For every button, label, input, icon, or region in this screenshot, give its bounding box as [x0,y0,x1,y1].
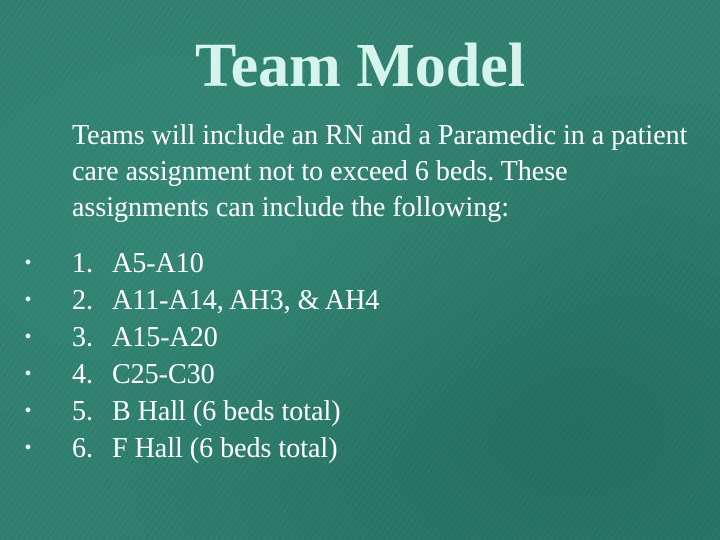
item-number: 6. [72,433,93,464]
item-text: B Hall (6 beds total) [112,396,341,427]
bullet-icon: • [24,363,32,385]
item-number: 5. [72,396,93,427]
bullet-icon: • [24,326,32,348]
bullet-icon: • [24,289,32,311]
item-text: A15-A20 [112,322,218,353]
bullet-icon: • [24,400,32,422]
item-text: C25-C30 [112,359,215,390]
list-item [18,430,698,467]
item-number: 1. [72,248,93,279]
slide-title: Team Model [194,32,526,100]
item-number: 3. [72,322,93,353]
assignment-list [18,245,698,467]
list-item [18,393,698,430]
list-item [18,319,698,356]
item-text: F Hall (6 beds total) [112,433,338,464]
list-item [18,356,698,393]
intro-paragraph: Teams will include an RN and a Paramedic in a patient care assignment not to exceed 6 beds. These assignments can include the following: [72,120,688,223]
item-text: A11-A14, AH3, & AH4 [112,285,380,316]
list-item [18,282,698,319]
bullet-icon: • [24,252,32,274]
list-item [18,245,698,282]
item-number: 2. [72,285,93,316]
item-number: 4. [72,359,93,390]
item-text: A5-A10 [112,248,204,279]
bullet-icon: • [24,437,32,459]
